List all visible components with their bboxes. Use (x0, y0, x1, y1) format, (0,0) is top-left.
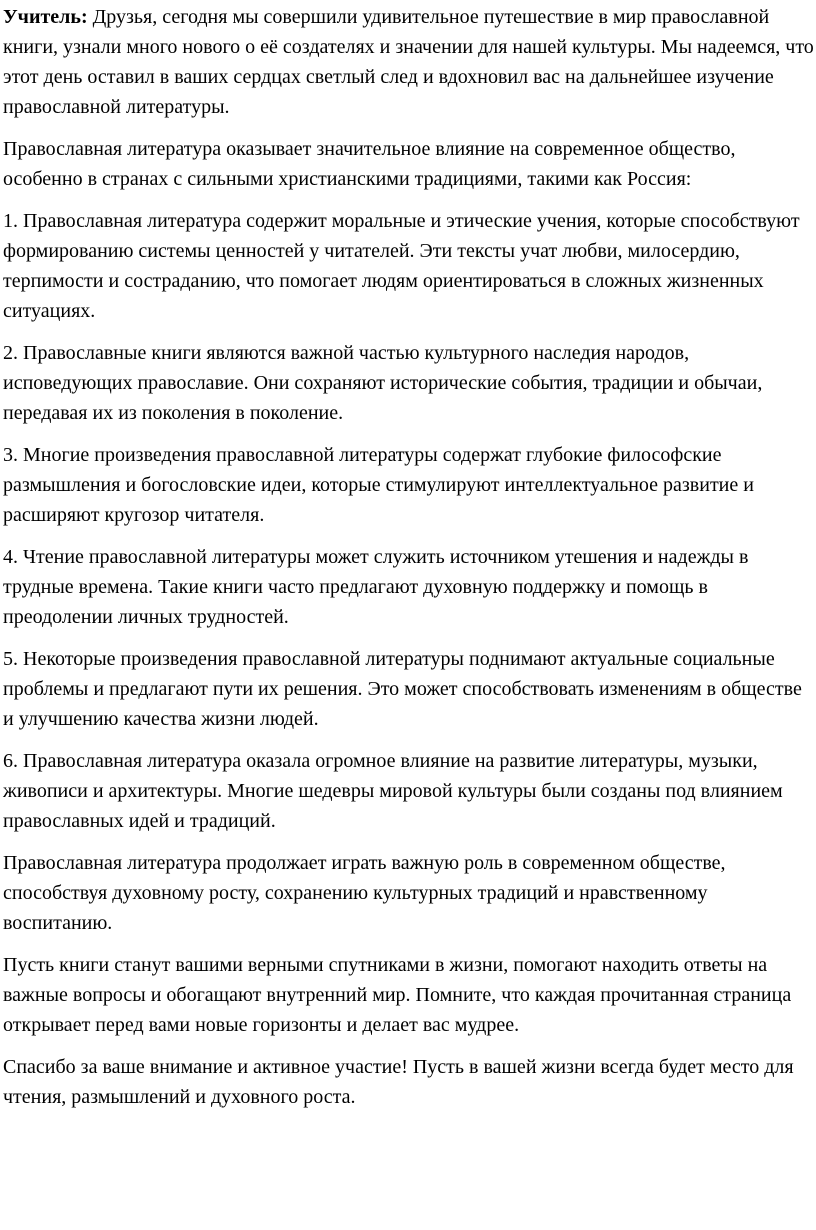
paragraph-point-1: 1. Православная литература содержит моральные и этические учения, которые способствуют формированию системы ценностей у читателей. Эти тексты учат любви, милосердию, терпимости и состраданию, что помогает людям ориентироваться в сложных жизненных ситуациях. (3, 210, 800, 322)
intro-paragraph (3, 2, 815, 122)
paragraph-point-3: 3. Многие произведения православной литературы содержат глубокие философские размышления и богословские идеи, которые стимулируют интеллектуальное развитие и расширяют кругозор читателя. (3, 444, 754, 526)
paragraph-influence: Православная литература оказывает значительное влияние на современное общество, особенно в странах с сильными христианскими традициями, такими как Россия: (3, 138, 736, 190)
paragraph-point-4: 4. Чтение православной литературы может служить источником утешения и надежды в трудные времена. Такие книги часто предлагают духовную поддержку и помощь в преодолении личных трудностей. (3, 546, 749, 628)
paragraph-point-2: 2. Православные книги являются важной частью культурного наследия народов, исповедующих православие. Они сохраняют исторические события, традиции и обычаи, передавая их из поколения в поколение. (3, 342, 763, 424)
paragraph-point-6: 6. Православная литература оказала огромное влияние на развитие литературы, музыки, живописи и архитектуры. Многие шедевры мировой культуры были созданы под влиянием православных идей и традиций. (3, 750, 783, 832)
document-page (3, 2, 815, 1124)
intro-text: Друзья, сегодня мы совершили удивительное путешествие в мир православной книги, узнали много нового о её создателях и значении для нашей культуры. Мы надеемся, что этот день оставил в ваших сердцах светлый след и вдохновил вас на дальнейшее изучение православной литературы. (3, 6, 814, 118)
paragraph-thanks: Спасибо за ваше внимание и активное участие! Пусть в вашей жизни всегда будет место для чтения, размышлений и духовного роста. (3, 1056, 794, 1108)
paragraph-wish: Пусть книги станут вашими верными спутниками в жизни, помогают находить ответы на важные вопросы и обогащают внутренний мир. Помните, что каждая прочитанная страница открывает перед вами новые горизонты и делает вас мудрее. (3, 954, 792, 1036)
paragraph-point-5: 5. Некоторые произведения православной литературы поднимают актуальные социальные проблемы и предлагают пути их решения. Это может способствовать изменениям в обществе и улучшению качества жизни людей. (3, 648, 802, 730)
speaker-label: Учитель: (3, 6, 88, 28)
paragraph-conclusion: Православная литература продолжает играть важную роль в современном обществе, способствуя духовному росту, сохранению культурных традиций и нравственному воспитанию. (3, 852, 726, 934)
